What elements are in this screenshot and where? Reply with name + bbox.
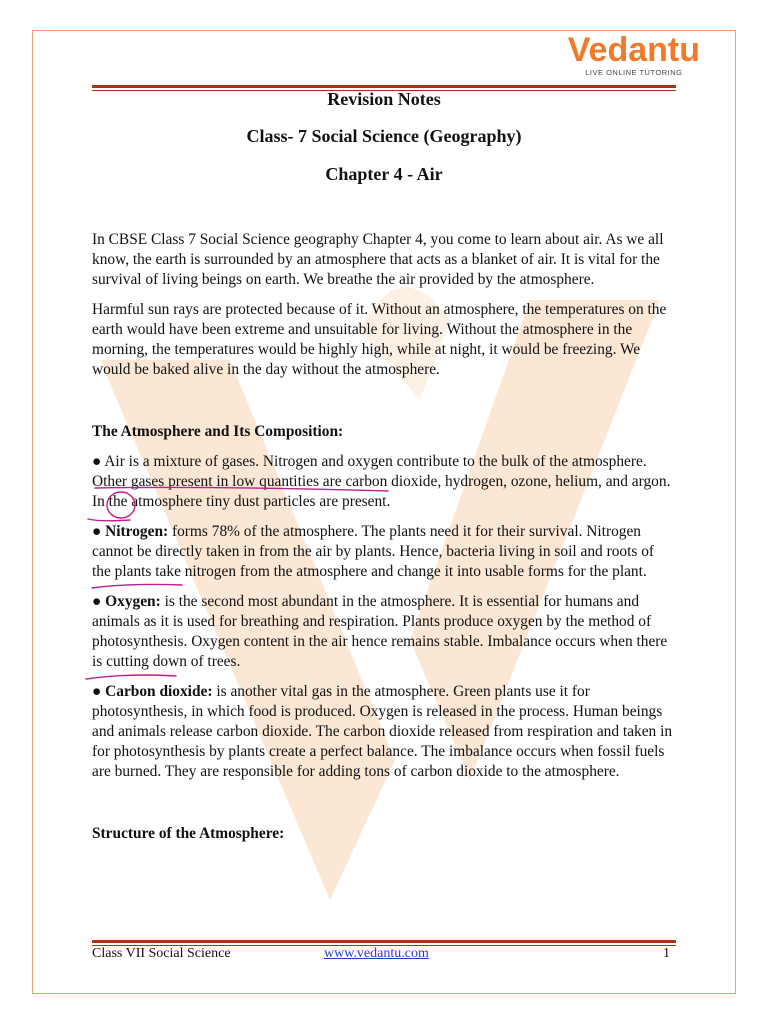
footer-class-label: Class VII Social Science xyxy=(92,946,231,961)
footer-website-link[interactable]: www.vedantu.com xyxy=(324,946,429,961)
intro-paragraph-1: In CBSE Class 7 Social Science geography Chapter 4, you come to learn about air. As we all know, the earth is surrounded by an atmosphere that acts as a blanket of air. It is vital for the survival of living beings on earth. We breathe the air provided by the atmosphere. xyxy=(92,231,664,288)
page-number: 1 xyxy=(663,946,670,961)
vedantu-logo xyxy=(568,30,700,77)
page-title: Revision Notes xyxy=(327,89,441,109)
intro-paragraph-2: Harmful sun rays are protected because of it. Without an atmosphere, the temperatures on the earth would have been extreme and unsuitable for living. Without the atmosphere in the morning, the temperatures would be highly high, while at night, it would be freezing. We would be baked alive in the day without the atmosphere. xyxy=(92,301,667,378)
logo-brand: Vedantu xyxy=(567,31,700,69)
page-subtitle: Class- 7 Social Science (Geography) xyxy=(246,126,522,146)
list-item-carbon-dioxide: ● Carbon dioxide: is another vital gas in the atmosphere. Green plants use it for photosynthesis, in which food is produced. Oxygen is released in the process. Human beings and animals release carbon dioxide. The carbon dioxide released from respiration and taken in for photosynthesis by plants create a perfect balance. The imbalance occurs when fossil fuels are burned. They are responsible for adding tons of carbon dioxide to the atmosphere. xyxy=(92,683,673,780)
list-item-air: ● Air is a mixture of gases. Nitrogen and oxygen contribute to the bulk of the atmosphere. Other gases present in low quantities are carbon dioxide, hydrogen, ozone, helium, and argon. In the atmosphere tiny dust particles are present. xyxy=(92,453,671,510)
main-content xyxy=(92,230,676,854)
chapter-title: Chapter 4 - Air xyxy=(325,164,443,184)
section-heading-composition: The Atmosphere and Its Composition: xyxy=(92,423,344,440)
list-item-oxygen: ● Oxygen: is the second most abundant in the atmosphere. It is essential for humans and animals as it is used for breathing and respiration. Plants produce oxygen by the method of photosynthesis. Oxygen content in the air hence remains stable. Imbalance occurs when there is cutting down of trees. xyxy=(92,593,668,670)
logo-tagline: LIVE ONLINE TUTORING xyxy=(585,68,683,77)
list-item-nitrogen: ● Nitrogen: forms 78% of the atmosphere. The plants need it for their survival. Nitrogen cannot be directly taken in from the air by plants. Hence, bacteria living in soil and roots of the plants take nitrogen from the atmosphere and change it into usable forms for the plant. xyxy=(92,523,655,580)
section-heading-structure: Structure of the Atmosphere: xyxy=(92,825,285,842)
